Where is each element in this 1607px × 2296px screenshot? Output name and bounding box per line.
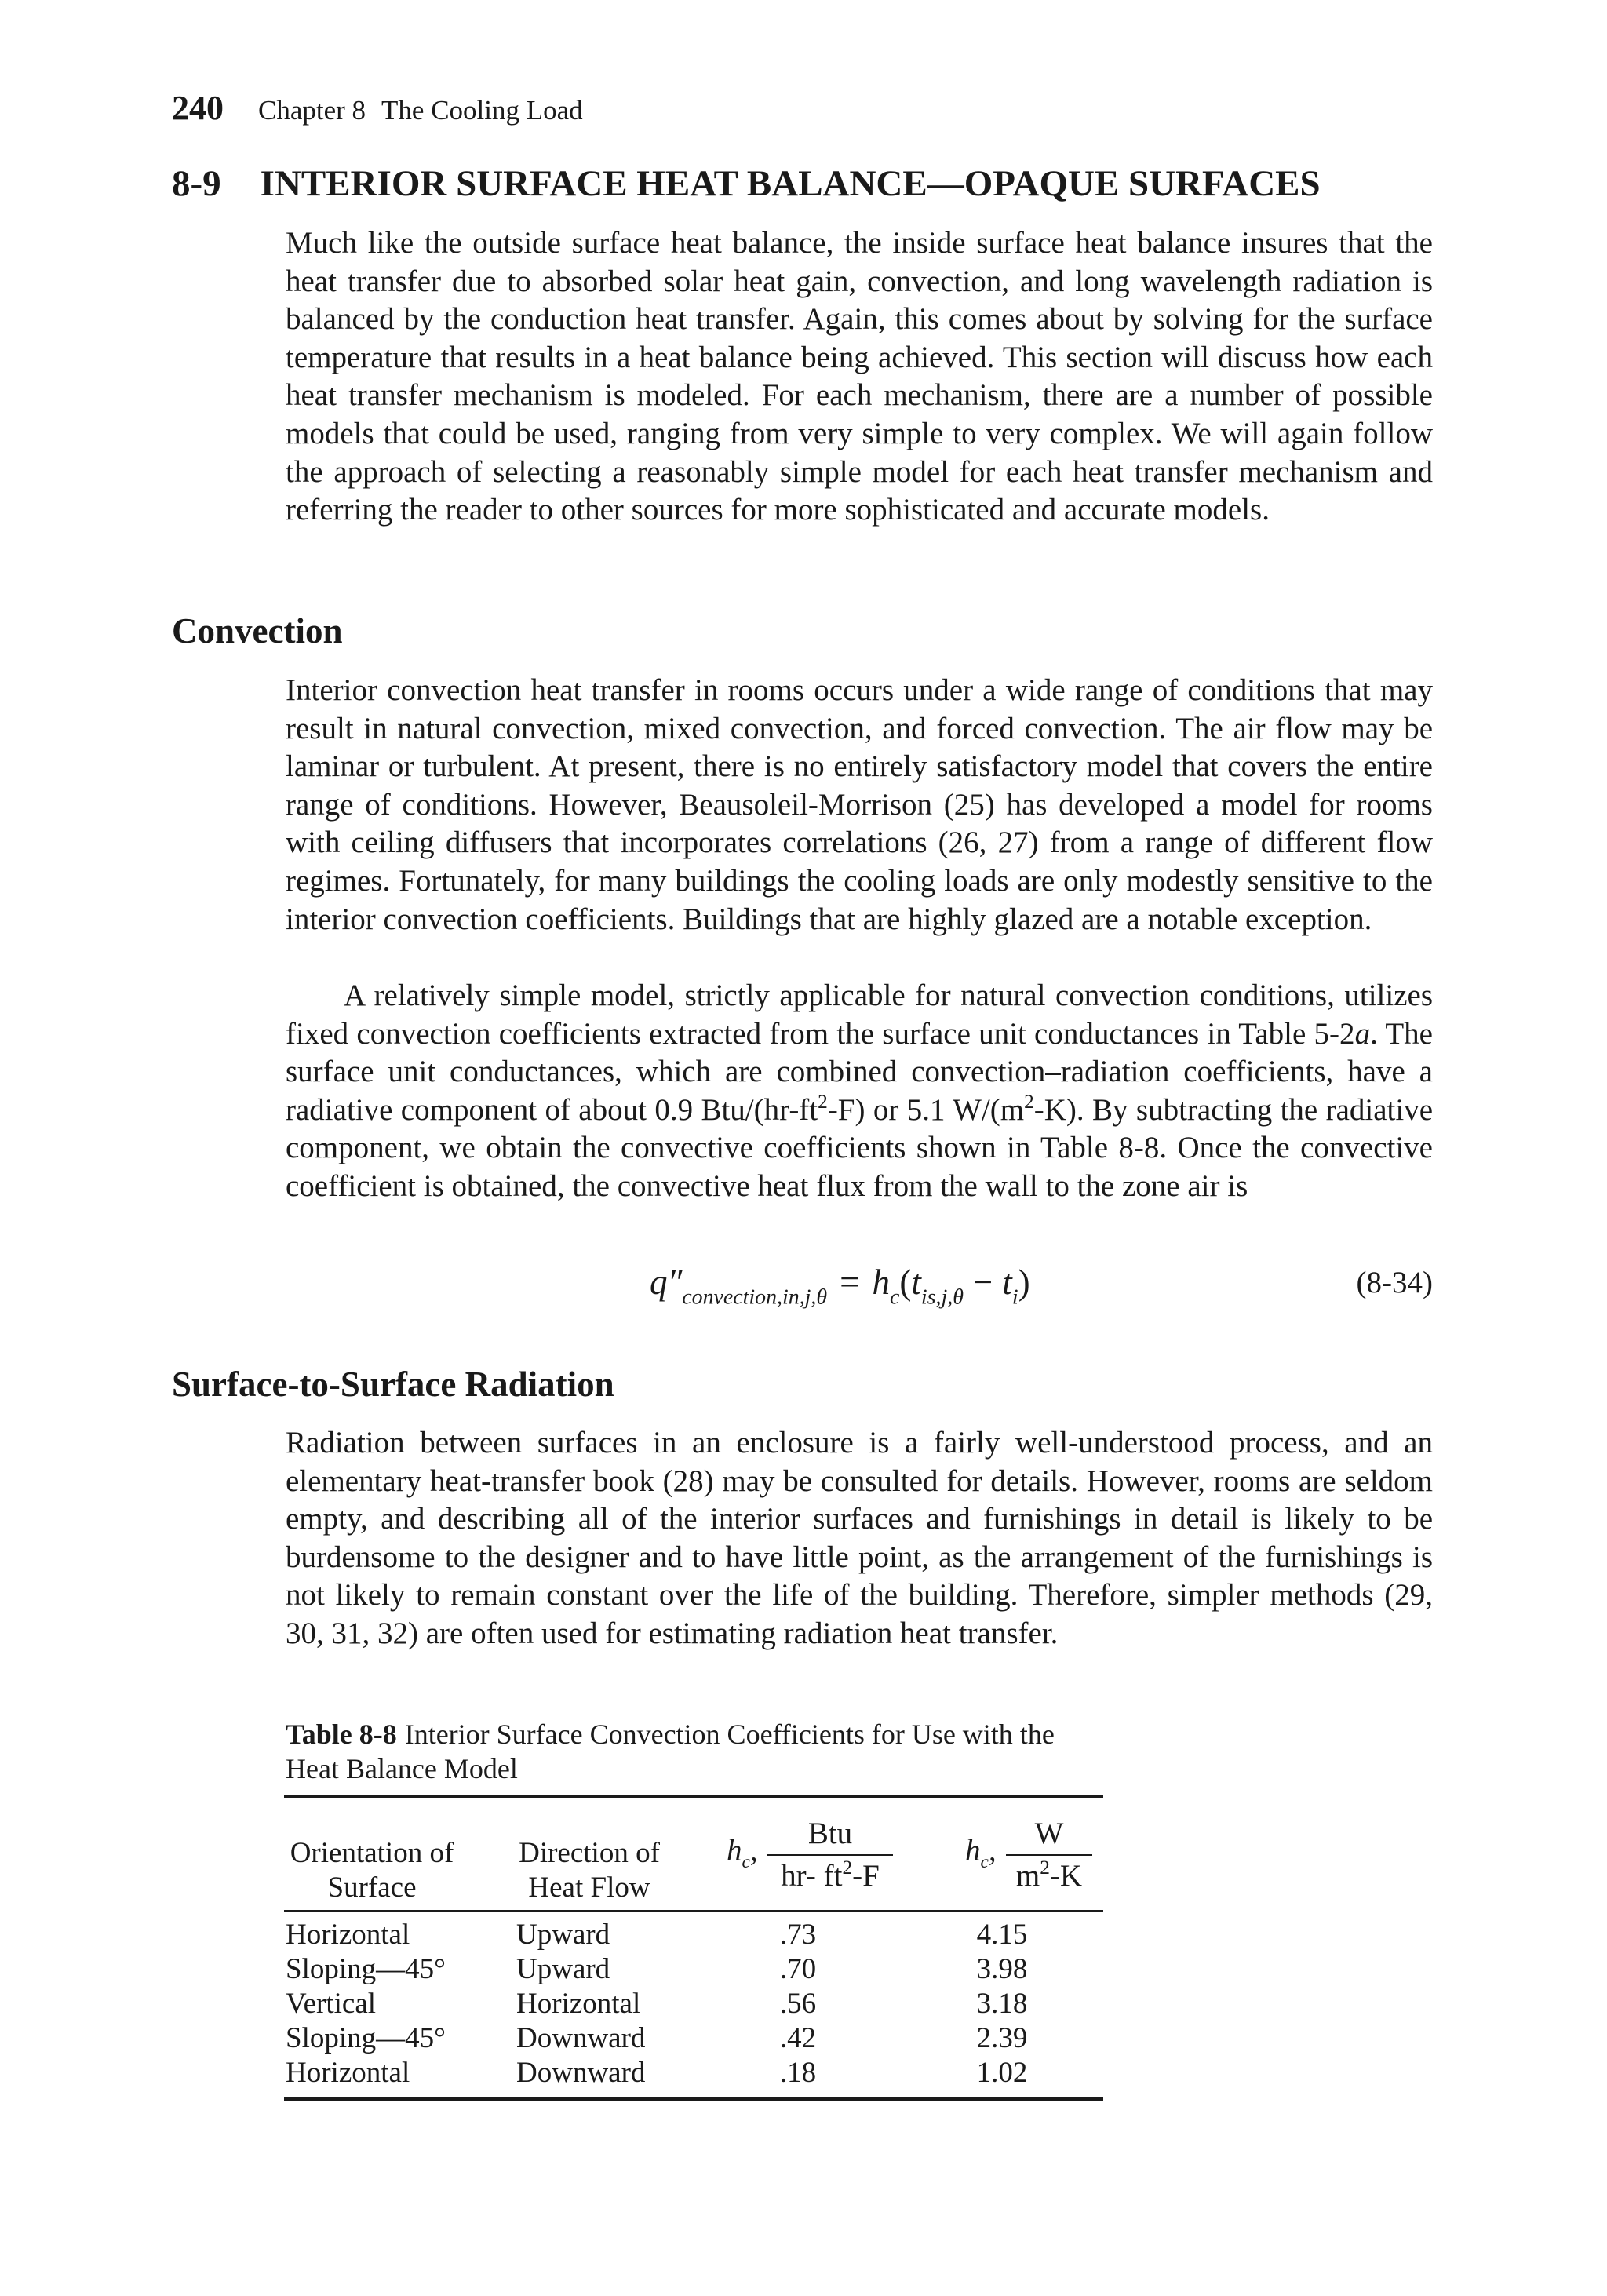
eq-minus: − [972,1263,993,1302]
eq-lhs-symbol: q″ [650,1263,683,1302]
eq-coef-subscript: c [890,1285,900,1310]
page-number: 240 [172,89,224,127]
radiation-heading: Surface-to-Surface Radiation [172,1365,614,1404]
eq-t2-subscript: i [1011,1285,1018,1310]
hc-comma-si: , [988,1834,997,1868]
cell-hc-si: 3.98 [976,1953,1028,1985]
header-direction-line2: Heat Flow [528,1871,650,1904]
para2-sup-2: 2 [1024,1090,1034,1113]
table-caption-text: Interior Surface Convection Coefficients for Use with the Heat Balance Model [286,1718,1055,1784]
cell-hc-btu: .73 [779,1919,817,1951]
btu-denominator [767,1858,893,1894]
para2-text-3: -F) or 5.1 W/(m [827,1092,1025,1127]
convection-heading: Convection [172,611,343,651]
para2-text-1: A relatively simple model, strictly applicable for natural convection conditions, utilizes fixed convection coefficients extracted from the surface unit conductances in Table 5-2 [286,979,1433,1051]
cell-hc-si: 3.18 [976,1988,1028,2020]
section-title-text: INTERIOR SURFACE HEAT BALANCE—OPAQUE SURFACES [260,163,1321,204]
equation-8-34 [286,1256,1433,1310]
cell-orientation: Horizontal [286,1919,410,1951]
si-den-base: m [1015,1859,1040,1893]
table-top-rule [284,1795,1103,1798]
btu-fraction-bar [767,1854,893,1856]
header-direction-line1: Direction of [519,1837,660,1869]
cell-direction: Downward [516,2022,646,2054]
para2-sup-1: 2 [818,1090,828,1113]
eq-t2: t [1002,1263,1012,1302]
eq-open-paren: ( [899,1263,912,1302]
section-number: 8-9 [172,163,221,204]
eq-equals: = [840,1263,860,1302]
si-den-tail: -K [1049,1859,1083,1893]
cell-direction: Upward [516,1919,610,1951]
chapter-label: Chapter 8 [258,95,366,126]
cell-orientation: Sloping—45° [286,2022,446,2054]
table-row [286,2021,1105,2056]
para2-italic: a [1354,1016,1371,1051]
header-orientation [286,1836,458,1905]
cell-orientation: Vertical [286,1988,377,2020]
header-hc-si-symbol [965,1833,997,1873]
header-direction [507,1836,672,1905]
table-bottom-rule [284,2097,1103,2101]
equation-number: (8-34) [1356,1266,1433,1299]
table-label: Table 8-8 [286,1718,397,1750]
cell-hc-si: 1.02 [976,2057,1028,2089]
cell-hc-btu: .42 [779,2022,817,2054]
header-si-units [1006,1816,1092,1894]
cell-hc-si: 2.39 [976,2022,1028,2054]
btu-numerator: Btu [807,1817,853,1850]
radiation-paragraph: Radiation between surfaces in an enclosure is a fairly well-understood process, and an elementary heat-transfer book (28) may be consulted for details. However, rooms are seldom empty, and describing all of the interior surfaces and furnishings in detail is likely to be burdensome to the designer and to have little point, as the arrangement of the furnishings is not likely to remain constant over the life of the building. Therefore, simpler methods (29, 30, 31, 32) are often used for estimating radiation heat transfer. [286,1426,1433,1650]
running-head-title [258,95,583,126]
table-row [286,1918,1105,1952]
eq-coef: h [872,1263,890,1302]
hc-subscript-si: c [980,1851,989,1872]
eq-lhs-subscript: convection,in,j,θ [682,1285,828,1310]
chapter-title: The Cooling Load [381,95,583,126]
table-caption [286,1717,1110,1786]
table-header-rule [284,1910,1103,1912]
btu-den-base: hr- ft [781,1859,843,1893]
table-row [286,2056,1105,2090]
convection-paragraph-2 [286,977,1433,1206]
si-den-sup: 2 [1040,1856,1050,1879]
hc-symbol-si: h [965,1834,981,1868]
cell-hc-btu: .70 [779,1953,817,1985]
cell-hc-si: 4.15 [976,1919,1028,1951]
si-denominator [1006,1858,1092,1894]
btu-den-tail: -F [852,1859,880,1893]
btu-den-sup: 2 [842,1856,853,1879]
section-intro-paragraph: Much like the outside surface heat balance, the inside surface heat balance insures that the heat transfer due to absorbed solar heat gain, convection, and long wavelength radiation is balanced by the conduction heat transfer. Again, this comes about by solving for the surface temperature that results in a heat balance being achieved. This section will discuss how each heat transfer mechanism is modeled. For each mechanism, there are a number of possible models that could be used, ranging from very simple to very complex. We will again follow the approach of selecting a reasonably simple model for each heat transfer mechanism and referring the reader to other sources for more sophisticated and accurate models. [286,226,1433,527]
convection-paragraph-1: Interior convection heat transfer in rooms occurs under a wide range of conditions that may result in natural convection, mixed convection, and forced convection. The air flow may be laminar or turbulent. At present, there is no entirely satisfactory model that covers the entire range of conditions. However, Beausoleil-Morrison (25) has developed a model for rooms with ceiling diffusers that incorporates correlations (26, 27) from a range of different flow regimes. Fortunately, for many buildings the cooling loads are only modestly sensitive to the interior convection coefficients. Buildings that are highly glazed are a notable exception. [286,673,1433,936]
hc-subscript: c [742,1851,750,1872]
si-numerator: W [1034,1817,1064,1850]
cell-direction: Downward [516,2057,646,2089]
table-row [286,1987,1105,2021]
cell-hc-btu: .56 [779,1988,817,2020]
header-hc-btu-symbol [727,1833,758,1873]
eq-t1-subscript: is,j,θ [920,1285,964,1310]
hc-symbol: h [727,1834,742,1868]
header-orientation-line2: Surface [327,1871,417,1904]
para2-text-4: -K). By subtracting the radiative component, we obtain the convective coefficients shown in Table 8-8. Once the convective coefficient is obtained, the convective heat flux from the wall to the zone air is [286,1092,1434,1203]
section-heading [172,162,1321,205]
cell-hc-btu: .18 [779,2057,817,2089]
cell-direction: Horizontal [516,1988,641,2020]
running-head [172,88,583,135]
eq-t1: t [911,1263,921,1302]
hc-comma: , [749,1834,758,1868]
table-row [286,1952,1105,1987]
si-fraction-bar [1006,1854,1092,1856]
cell-direction: Upward [516,1953,610,1985]
para2-text-2: . The surface unit conductances, which are combined convection–radiation coefficients, have a radiative component of about 0.9 Btu/(hr-ft [286,1016,1433,1127]
header-btu-units [767,1816,893,1894]
equation-body [650,1262,1030,1310]
cell-orientation: Horizontal [286,2057,410,2089]
header-orientation-line1: Orientation of [290,1837,454,1869]
eq-close-paren: ) [1018,1263,1030,1302]
cell-orientation: Sloping—45° [286,1953,446,1985]
